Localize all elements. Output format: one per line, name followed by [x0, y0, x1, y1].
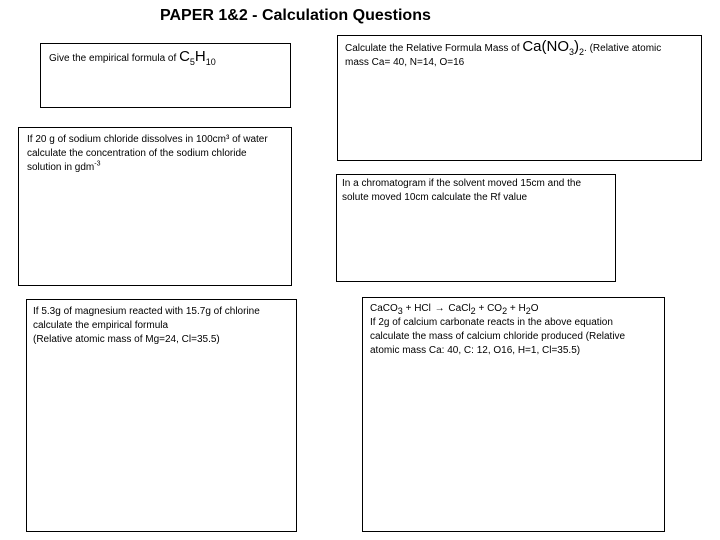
q3-line3-sup: -3 — [94, 160, 101, 168]
q1-formula-h: H — [194, 48, 206, 65]
q3-line3-text: solution in gdm — [27, 162, 95, 173]
q6-eq-sub2b: 2 — [502, 306, 508, 316]
q6-eq-plus-h: + H — [507, 303, 526, 314]
q5-line2: calculate the empirical formula — [33, 320, 169, 331]
q2-text: Calculate the Relative Formula Mass of — [345, 43, 520, 54]
q6-question — [370, 302, 625, 358]
q1-formula-c: C — [179, 48, 190, 65]
q6-eq-sub3: 3 — [397, 306, 403, 316]
q2-formula-close: ) — [574, 38, 579, 55]
q2-line1-tail: (Relative atomic — [589, 43, 662, 54]
q4-line2: solute moved 10cm calculate the Rf value — [342, 192, 528, 203]
q3-line2: calculate the concentration of the sodium chloride — [27, 148, 247, 159]
q3-line3 — [27, 161, 268, 175]
q1-formula-h-sub: 10 — [205, 57, 216, 67]
q6-eq-o: O — [530, 303, 539, 314]
q2-line2: mass Ca= 40, N=14, O=16 — [345, 57, 465, 68]
page-title: PAPER 1&2 - Calculation Questions — [160, 7, 431, 24]
q6-eq-plus-co: + CO — [475, 303, 503, 314]
q1-question — [49, 50, 216, 66]
q5-line1: If 5.3g of magnesium reacted with 15.7g of chlorine — [33, 306, 260, 317]
q2-question — [345, 40, 661, 70]
q6-equation — [370, 302, 625, 316]
q2-formula-dot: . — [584, 43, 587, 54]
q6-eq-sub2c: 2 — [525, 306, 531, 316]
q2-line1 — [345, 40, 661, 56]
q6-line3: calculate the mass of calcium chloride produced (Relative — [370, 331, 626, 342]
q1-formula-c-sub: 5 — [189, 57, 195, 67]
q2-formula-sub3: 3 — [568, 47, 574, 57]
q2-formula-ca: Ca(NO — [522, 38, 569, 55]
q6-line2: If 2g of calcium carbonate reacts in the above equation — [370, 317, 613, 328]
q6-eq-caco: CaCO — [370, 303, 398, 314]
q2-formula-sub2: 2 — [579, 47, 585, 57]
q4-question — [342, 177, 581, 205]
q6-eq-sub2a: 2 — [470, 306, 476, 316]
q1-formula — [179, 48, 216, 65]
q5-question — [33, 305, 260, 347]
q1-text: Give the empirical formula of — [49, 53, 177, 64]
q3-line1: If 20 g of sodium chloride dissolves in 100cm³ of water — [27, 134, 268, 145]
q6-eq-cacl: CaCl — [445, 303, 471, 314]
q6-eq-plus-hcl: + HCl — [402, 303, 434, 314]
arrow-right-icon: → — [434, 303, 445, 314]
q2-formula — [522, 38, 584, 55]
q3-question — [27, 133, 268, 175]
q5-line3: (Relative atomic mass of Mg=24, Cl=35.5) — [33, 334, 220, 345]
q4-line1: In a chromatogram if the solvent moved 15cm and the — [342, 178, 582, 189]
q6-line4: atomic mass Ca: 40, C: 12, O16, H=1, Cl=35.5) — [370, 345, 581, 356]
